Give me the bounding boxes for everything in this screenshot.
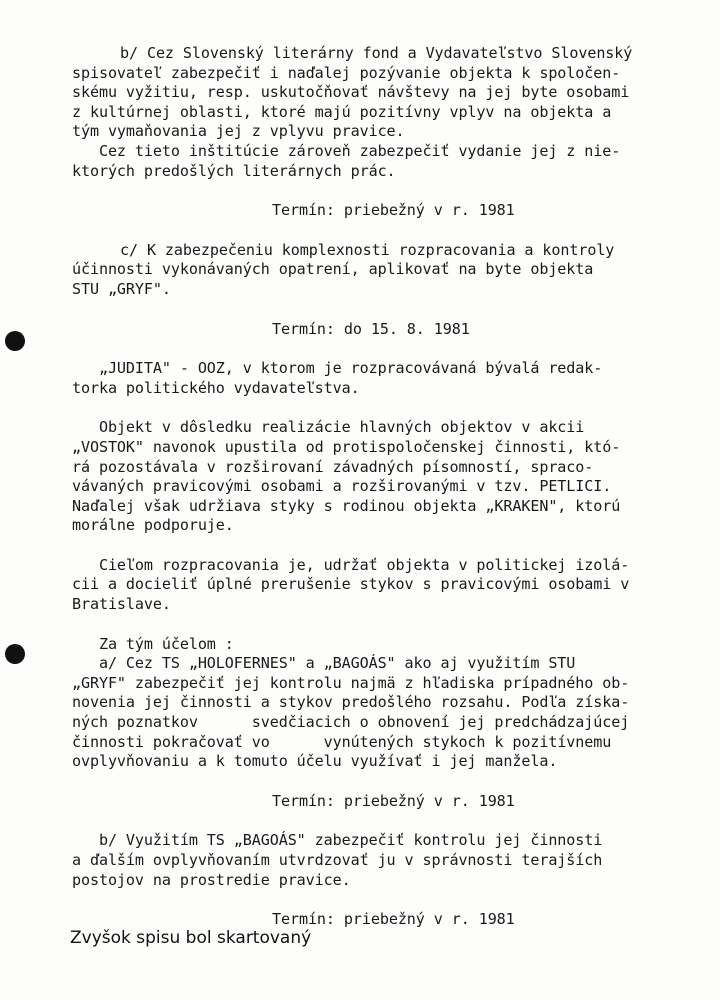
text-line: tým vymaňovania jej z vplyvu pravice. [72,122,405,141]
text-line: „JUDITA" - OOZ, v ktorom je rozpracovávaná bývalá redak- [72,359,603,378]
text-line: a ďalším ovplyvňovaním utvrdzovať ju v správnosti terajších [72,851,603,869]
text-line: účinnosti vykonávaných opatrení, aplikovať na byte objekta [72,260,594,279]
text-line: spisovateľ zabezpečiť i naďalej pozývanie objekta k spoločen- [72,63,621,82]
text-line: a/ Cez TS „HOLOFERNES" a „BAGOÁS" ako aj využitím STU [72,654,576,673]
footer-note: Zvyšok spisu bol skartovaný [70,928,312,948]
punch-hole [5,644,25,664]
text-line: „VOSTOK" navonok upustila od protispoločenskej činnosti, któ- [72,437,621,456]
text-line: rá pozostávala v rozširovaní závadných písomností, spraco- [72,457,594,476]
text-line: vávaných pravicovými osobami a rozširovanými v tzv. PETLICI. [72,477,612,496]
text-line: morálne podporuje. [72,516,234,535]
text-line: Objekt v dôsledku realizácie hlavných objektov v akcii [72,418,585,437]
text-line: ných poznatkov svedčiacich o obnovení jej predchádzajúcej [72,713,630,732]
punch-hole [5,331,25,351]
deadline-line: Termín: priebežný v r. 1981 [272,791,515,810]
text-line: Naďalej však udržiava styky s rodinou objekta „KRAKEN", ktorú [72,496,621,515]
typewritten-text [72,44,672,930]
text-line: Bratislave. [72,595,171,614]
text-line: ktorých predošlých literárnych prác. [72,161,396,180]
text-line: Cieľom rozpracovania je, udržať objekta v politickej izolá- [72,555,630,574]
text-line: b/ Cez Slovenský literárny fond a Vydavateľstvo Slovenský [120,44,633,62]
text-line: ovplyvňovaniu a k tomuto účelu využívať i jej manžela. [72,752,558,771]
text-line: z kultúrnej oblasti, ktoré majú pozitívny vplyv na objekta a [72,102,612,121]
text-line: c/ K zabezpečeniu komplexnosti rozpracovania a kontroly [120,240,615,259]
text-line: b/ Využitím TS „BAGOÁS" zabezpečiť kontrolu jej činnosti [72,831,603,850]
text-line: Cez tieto inštitúcie zároveň zabezpečiť vydanie jej z nie- [72,141,621,160]
text-line: torka politického vydavateľstva. [72,378,360,397]
text-line: „GRYF" zabezpečiť jej kontrolu najmä z hľadiska prípadného ob- [72,673,630,692]
text-line: novenia jej činnosti a stykov predošlého rozsahu. Podľa získa- [72,693,630,712]
text-line: STU „GRYF". [72,279,171,298]
deadline-line: Termín: priebežný v r. 1981 [272,201,515,220]
text-line: cii a docieliť úplné prerušenie stykov s pravicovými osobami v [72,575,630,594]
text-line: postojov na prostredie pravice. [72,870,351,889]
text-line: Za tým účelom : [72,634,234,653]
text-line: skému vyžitiu, resp. uskutočňovať návštevy na jej byte osobami [72,83,630,102]
deadline-line: Termín: do 15. 8. 1981 [272,319,470,338]
text-line: činnosti pokračovať vo vynútených stykoch k pozitívnemu [72,732,612,751]
deadline-line: Termín: priebežný v r. 1981 [272,910,515,929]
